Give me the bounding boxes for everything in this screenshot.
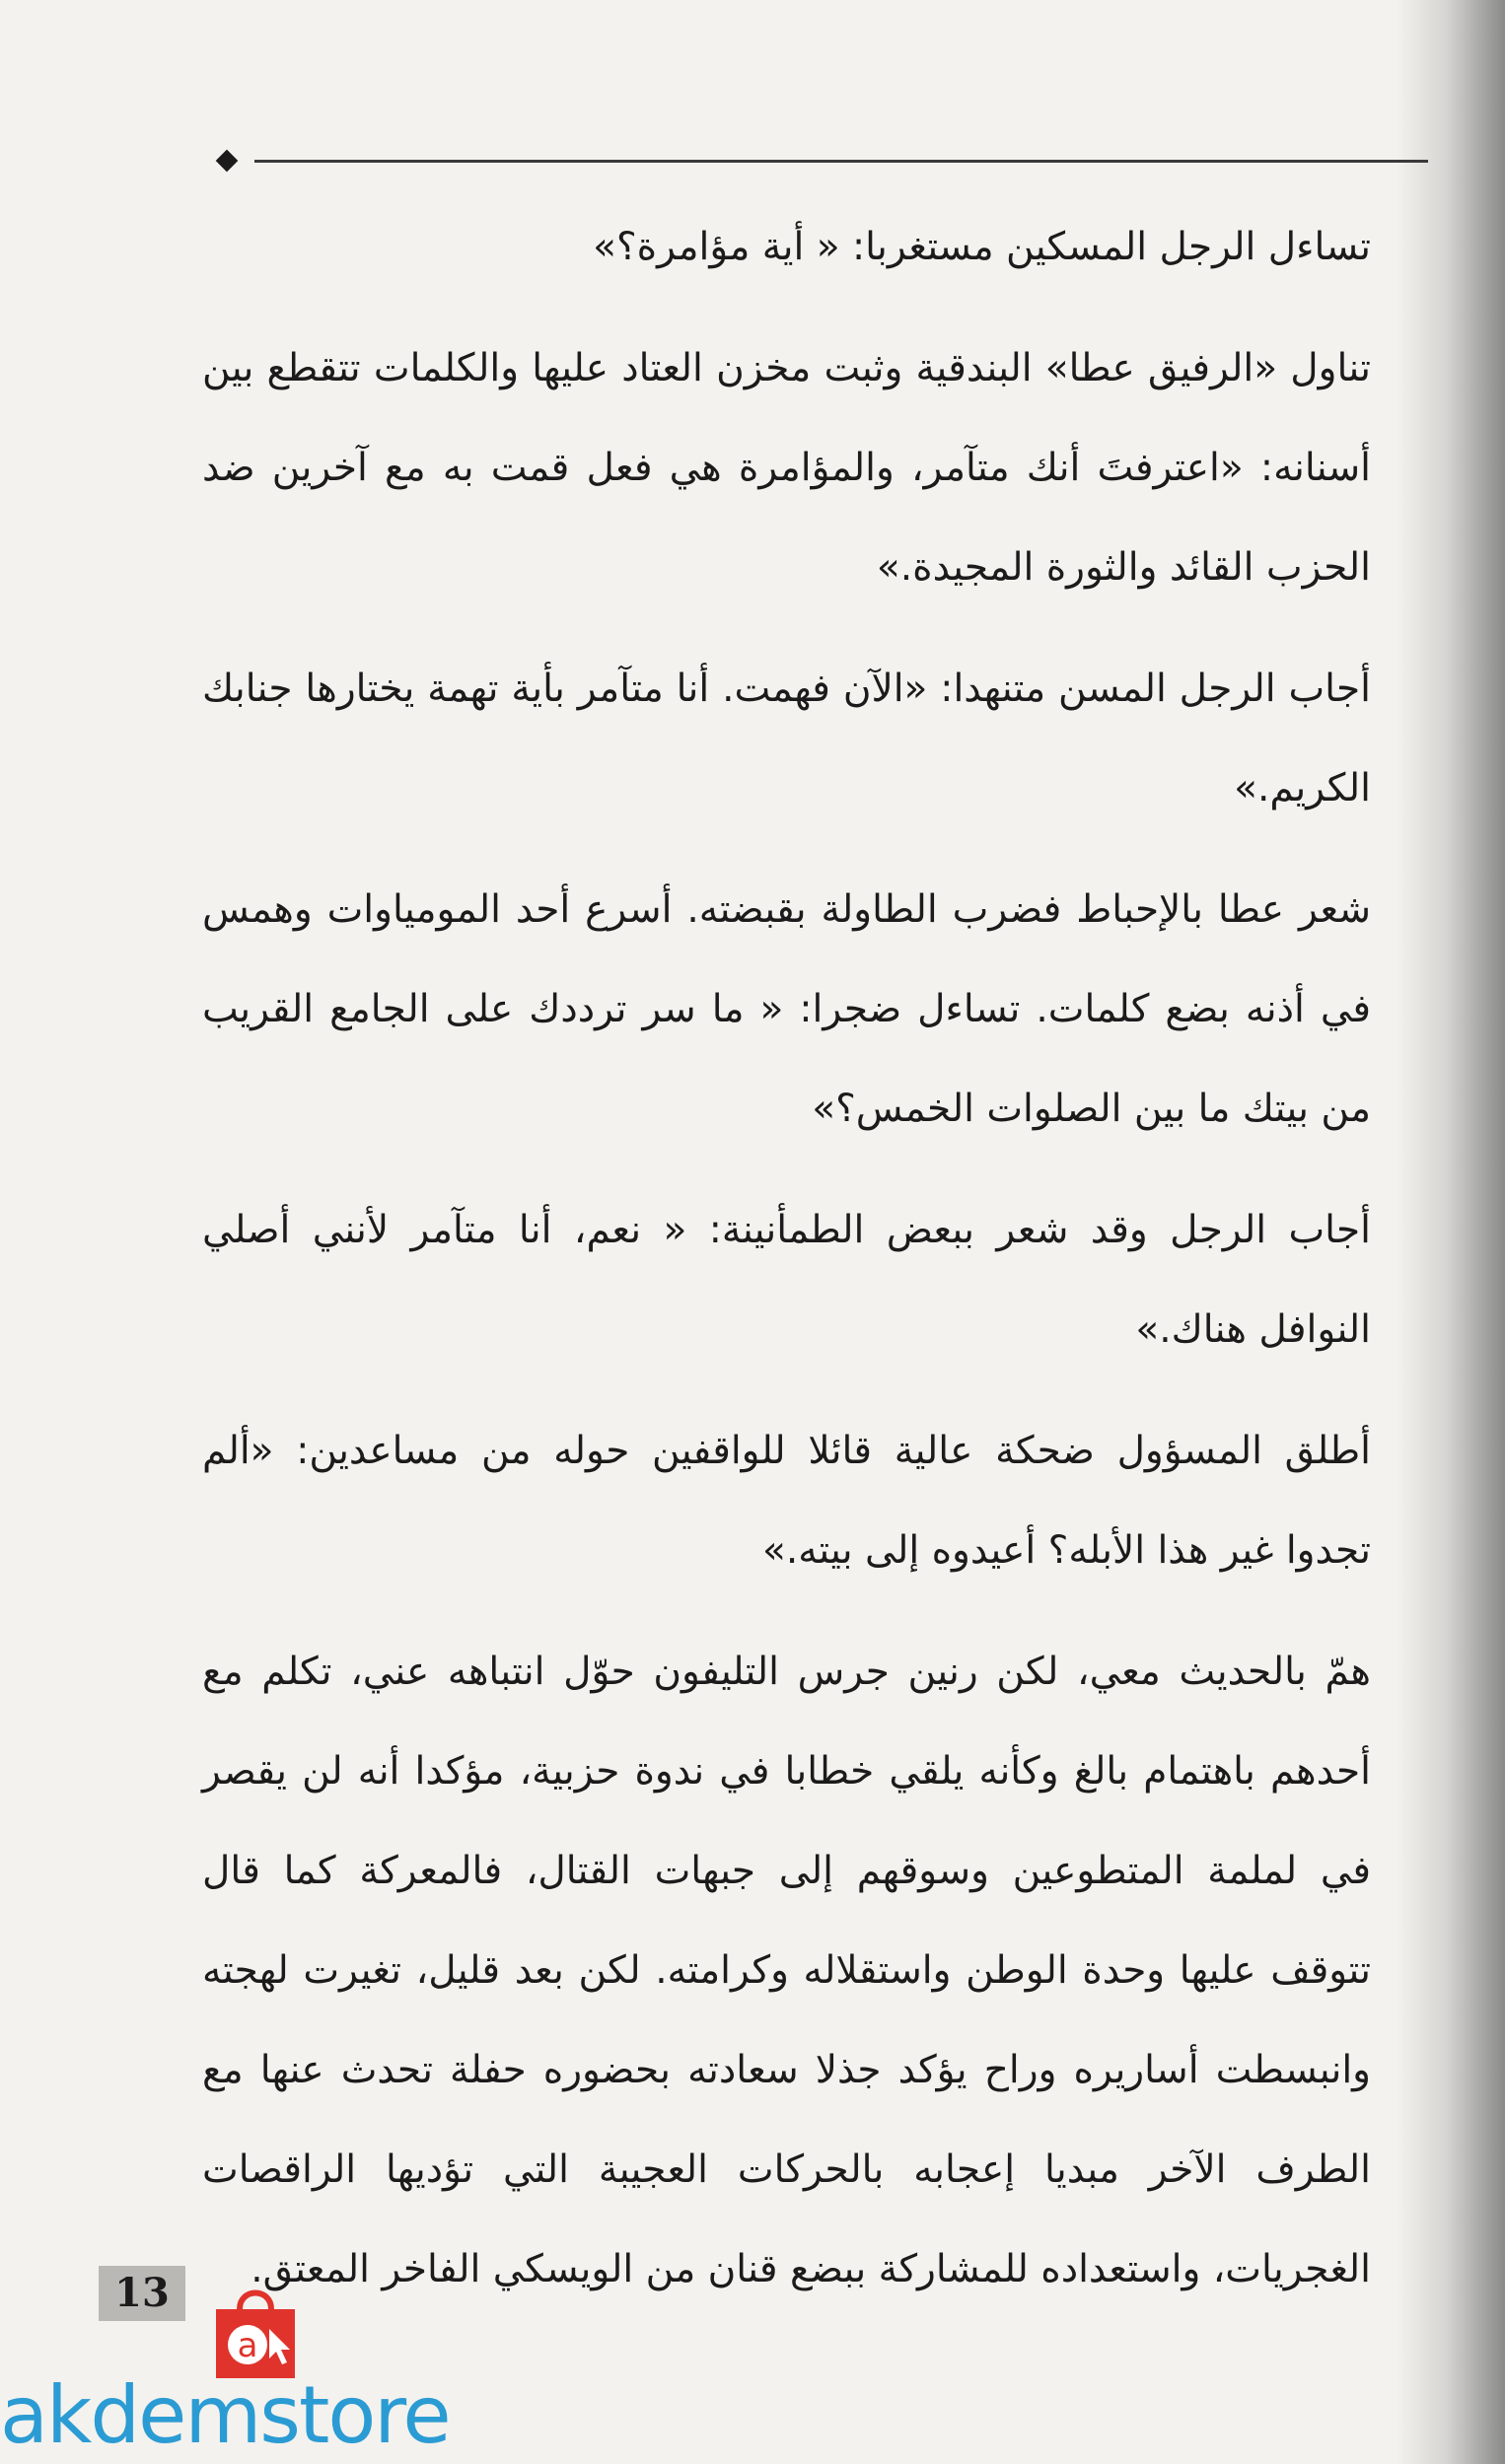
header-rule (254, 160, 1428, 163)
book-page-body (202, 197, 1371, 2341)
paragraph: تساءل الرجل المسكين مستغربا: « أية مؤامرة؟» (593, 225, 1371, 269)
page-edge-shadow (1397, 0, 1505, 2464)
paragraph: تناول «الرفيق عطا» البندقية وثبت مخزن العتاد عليها والكلمات تتقطع بين أسنانه: «اعترفتَ أنك متآمر، والمؤامرة هي فعل قمت به مع آخرين ضد الحزب القائد والثورة المجيدة.» (202, 346, 1371, 590)
paragraph: أجاب الرجل وقد شعر ببعض الطمأنينة: « نعم، أنا متآمر لأنني أصلي النوافل هناك.» (202, 1208, 1371, 1352)
bag-handle (240, 2293, 271, 2310)
paragraph: شعر عطا بالإحباط فضرب الطاولة بقبضته. أسرع أحد المومياوات وهمس في أذنه بضع كلمات. تساءل ضجرا: « ما سر ترددك على الجامع القريب من بيتك ما بين الصلوات الخمس؟» (202, 887, 1371, 1131)
paragraph: أجاب الرجل المسن متنهدا: «الآن فهمت. أنا متآمر بأية تهمة يختارها جنابك الكريم.» (202, 667, 1371, 810)
paragraph: أطلق المسؤول ضحكة عالية قائلا للواقفين حوله من مساعدين: «ألم تجدوا غير هذا الأبله؟ أعيدوه إلى بيته.» (202, 1429, 1371, 1573)
page-number: 13 (99, 2266, 185, 2321)
store-logo-text: akdemstore (0, 2369, 450, 2461)
shopping-bag-logo-icon (210, 2280, 301, 2382)
paragraph: همّ بالحديث معي، لكن رنين جرس التليفون حوّل انتباهه عني، تكلم مع أحدهم باهتمام بالغ وكأنه يلقي خطابا في ندوة حزبية، مؤكدا أنه لن يقصر في لملمة المتطوعين وسوقهم إلى جبهات القتال، فالمعركة كما قال تتوقف عليها وحدة الوطن واستقلاله وكرامته. لكن بعد قليل، تغيرت لهجته وانبسطت أساريره وراح يؤكد جذلا سعادته بحضوره حفلة تحدث عنها مع الطرف الآخر مبديا إعجابه بالحركات العجيبة التي تؤديها الراقصات الغجريات، واستعداده للمشاركة ببضع قنان من الويسكي الفاخر المعتق. (202, 1650, 1371, 2291)
bag-letter: a (237, 2326, 258, 2365)
diamond-ornament-icon (216, 150, 239, 173)
